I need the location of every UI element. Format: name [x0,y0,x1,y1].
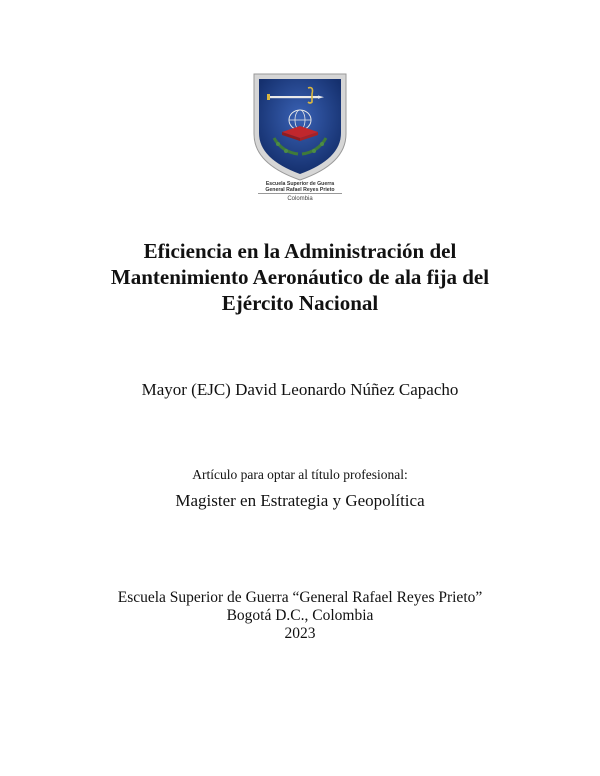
article-label: Artículo para optar al título profesional: [192,467,408,482]
crest-shield-icon [252,72,348,182]
crest-caption-divider [258,193,342,194]
author-name: Mayor (EJC) David Leonardo Núñez Capacho [141,380,459,399]
crest-caption-line1: Escuela Superior de Guerra [265,181,335,187]
title-line: Ejército Nacional [221,291,379,315]
title-line: Mantenimiento Aeronáutico de ala fija del [110,265,490,289]
institution-footer [60,589,540,643]
footer-institution: Escuela Superior de Guerra “General Rafael Reyes Prieto” [117,589,483,606]
degree-title: Magister en Estrategia y Geopolítica [175,491,425,510]
title-line: Eficiencia en la Administración del [143,239,457,263]
crest-caption-line3: Colombia [287,196,313,202]
document-title [60,238,540,316]
footer-location: Bogotá D.C., Colombia [226,607,374,624]
crest-caption-line2: General Rafael Reyes Prieto [265,187,335,193]
footer-year: 2023 [284,625,316,642]
